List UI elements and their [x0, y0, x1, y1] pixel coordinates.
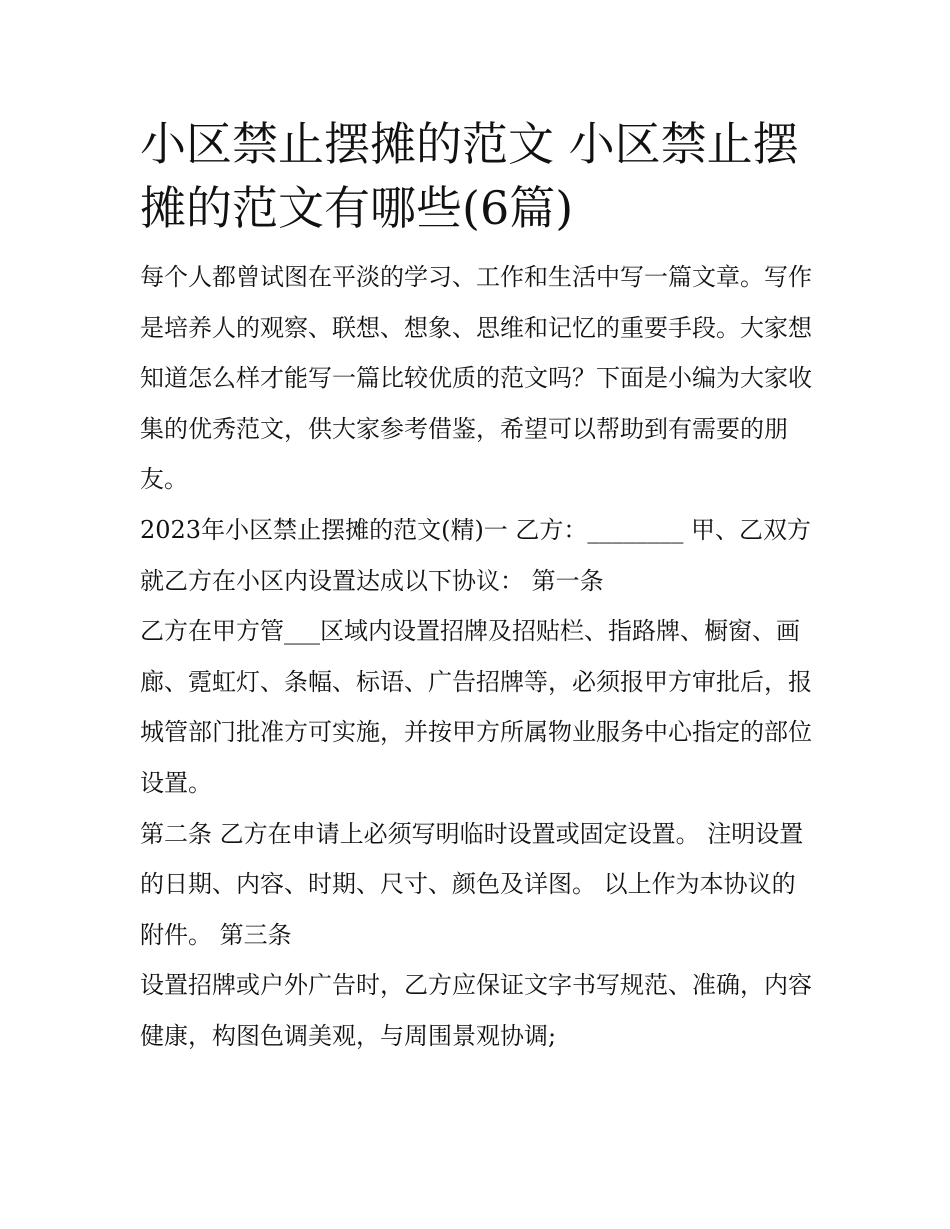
document-body [140, 112, 812, 1062]
intro-paragraph: 每个人都曾试图在平淡的学习、工作和生活中写一篇文章。写作是培养人的观察、联想、想象、思维和记忆的重要手段。大家想知道怎么样才能写一篇比较优质的范文吗？下面是小编为大家收集的优秀范文，供大家参考借鉴，希望可以帮助到有需要的朋友。 [140, 263, 812, 494]
agreement-heading-paragraph: 2023年小区禁止摆摊的范文(精)一 乙方：________ 甲、乙双方就乙方在小区内设置达成以下协议： 第一条 [140, 515, 812, 595]
article-three-paragraph: 设置招牌或户外广告时，乙方应保证文字书写规范、准确，内容健康，构图色调美观，与周围景观协调; [140, 971, 812, 1050]
document-title: 小区禁止摆摊的范文 小区禁止摆摊的范文有哪些(6篇) [140, 117, 799, 235]
article-two-paragraph: 第二条 乙方在申请上必须写明临时设置或固定设置。 注明设置的日期、内容、时期、尺寸、颜色及详图。 以上作为本协议的附件。 第三条 [140, 819, 804, 949]
article-one-paragraph: 乙方在甲方管___区域内设置招牌及招贴栏、指路牌、橱窗、画廊、霓虹灯、条幅、标语、广告招牌等，必须报甲方审批后，报城管部门批准方可实施，并按甲方所属物业服务中心指定的部位设置。 [140, 617, 812, 797]
